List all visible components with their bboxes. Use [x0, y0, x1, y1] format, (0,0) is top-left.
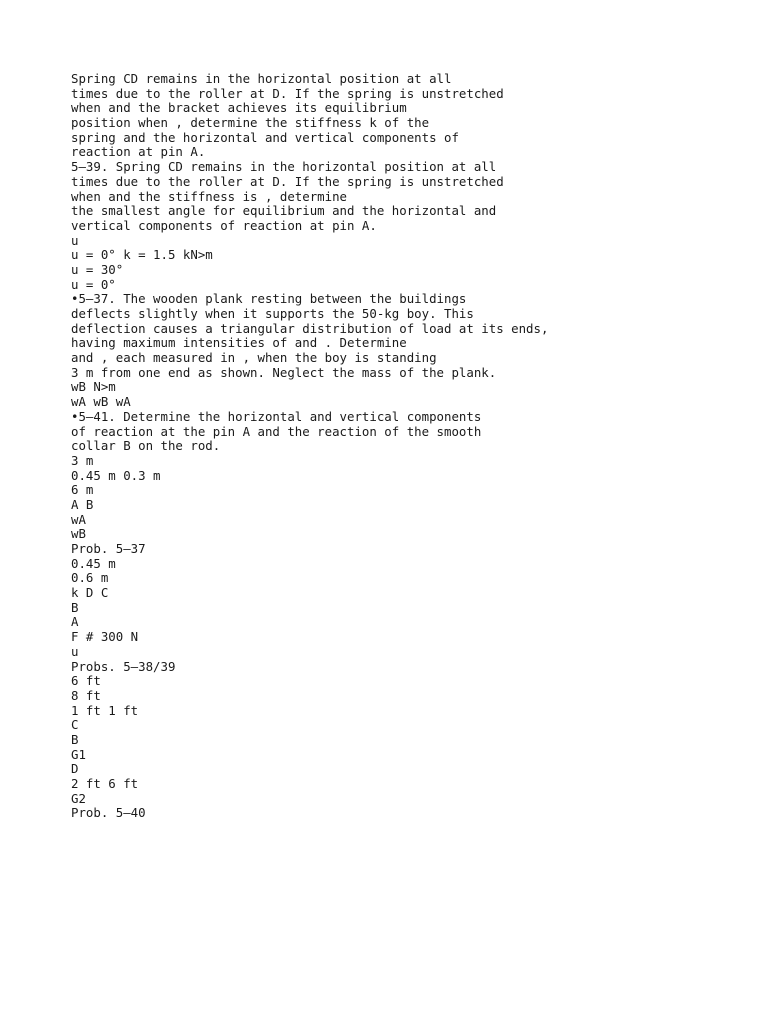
text-line: the smallest angle for equilibrium and the horizontal and	[71, 203, 497, 219]
text-line: when and the bracket achieves its equilibrium	[71, 100, 407, 116]
text-line: wA wB wA	[71, 394, 131, 410]
text-line: times due to the roller at D. If the spring is unstretched	[71, 85, 504, 101]
text-line: 6 m	[71, 482, 94, 498]
text-line: wA	[71, 511, 86, 527]
text-line: deflection causes a triangular distribution of load at its ends,	[71, 320, 549, 336]
text-line: position when , determine the stiffness k of the	[71, 115, 430, 131]
document-page	[71, 72, 751, 821]
text-line: collar B on the rod.	[71, 438, 221, 454]
figure-caption: Probs. 5–38/39	[71, 658, 176, 674]
text-line: k D C	[71, 585, 109, 601]
text-line: wB N>m	[71, 379, 116, 395]
text-line: 3 m from one end as shown. Neglect the mass of the plank.	[71, 364, 497, 380]
text-line: u	[71, 643, 79, 659]
text-line: and , each measured in , when the boy is standing	[71, 350, 437, 366]
text-line: vertical components of reaction at pin A.	[71, 217, 377, 233]
text-line: C	[71, 717, 79, 733]
text-line: deflects slightly when it supports the 50-kg boy. This	[71, 306, 474, 321]
problem-heading-5-37: •5–37. The wooden plank resting between the buildings	[71, 291, 467, 307]
text-line: 2 ft 6 ft	[71, 776, 139, 791]
text-line: having maximum intensities of and . Determine	[71, 335, 407, 351]
text-line: spring and the horizontal and vertical components of	[71, 129, 459, 145]
text-line: u	[71, 232, 79, 248]
text-line: Spring CD remains in the horizontal position at all	[71, 71, 452, 86]
text-line: 3 m	[71, 452, 94, 468]
text-line: B	[71, 731, 79, 747]
figure-caption: Prob. 5–37	[71, 541, 146, 556]
text-line: times due to the roller at D. If the spring is unstretched	[71, 173, 504, 189]
text-line: 0.45 m 0.3 m	[71, 467, 161, 483]
figure-caption: Prob. 5–40	[71, 805, 146, 821]
text-line: 0.6 m	[71, 570, 109, 586]
text-line: 0.45 m	[71, 555, 116, 571]
text-line: A	[71, 614, 79, 630]
text-line: of reaction at the pin A and the reaction of the smooth	[71, 423, 482, 439]
problem-heading-5-39: 5–39. Spring CD remains in the horizontal position at all	[71, 159, 497, 175]
text-line: when and the stiffness is , determine	[71, 188, 348, 204]
text-line: wB	[71, 526, 86, 542]
text-line: u = 0° k = 1.5 kN>m	[71, 247, 213, 263]
text-line: D	[71, 761, 79, 777]
text-line: u = 30°	[71, 261, 124, 277]
text-line: B	[71, 599, 79, 615]
text-line: G2	[71, 790, 86, 806]
text-line: u = 0°	[71, 276, 116, 292]
text-line: G1	[71, 746, 86, 762]
text-line: 8 ft	[71, 687, 101, 703]
text-line: reaction at pin A.	[71, 144, 206, 160]
text-line: A B	[71, 496, 94, 512]
problem-heading-5-41: •5–41. Determine the horizontal and vertical components	[71, 408, 482, 424]
text-line: F # 300 N	[71, 629, 139, 645]
text-line: 6 ft	[71, 673, 101, 689]
text-line: 1 ft 1 ft	[71, 702, 139, 718]
